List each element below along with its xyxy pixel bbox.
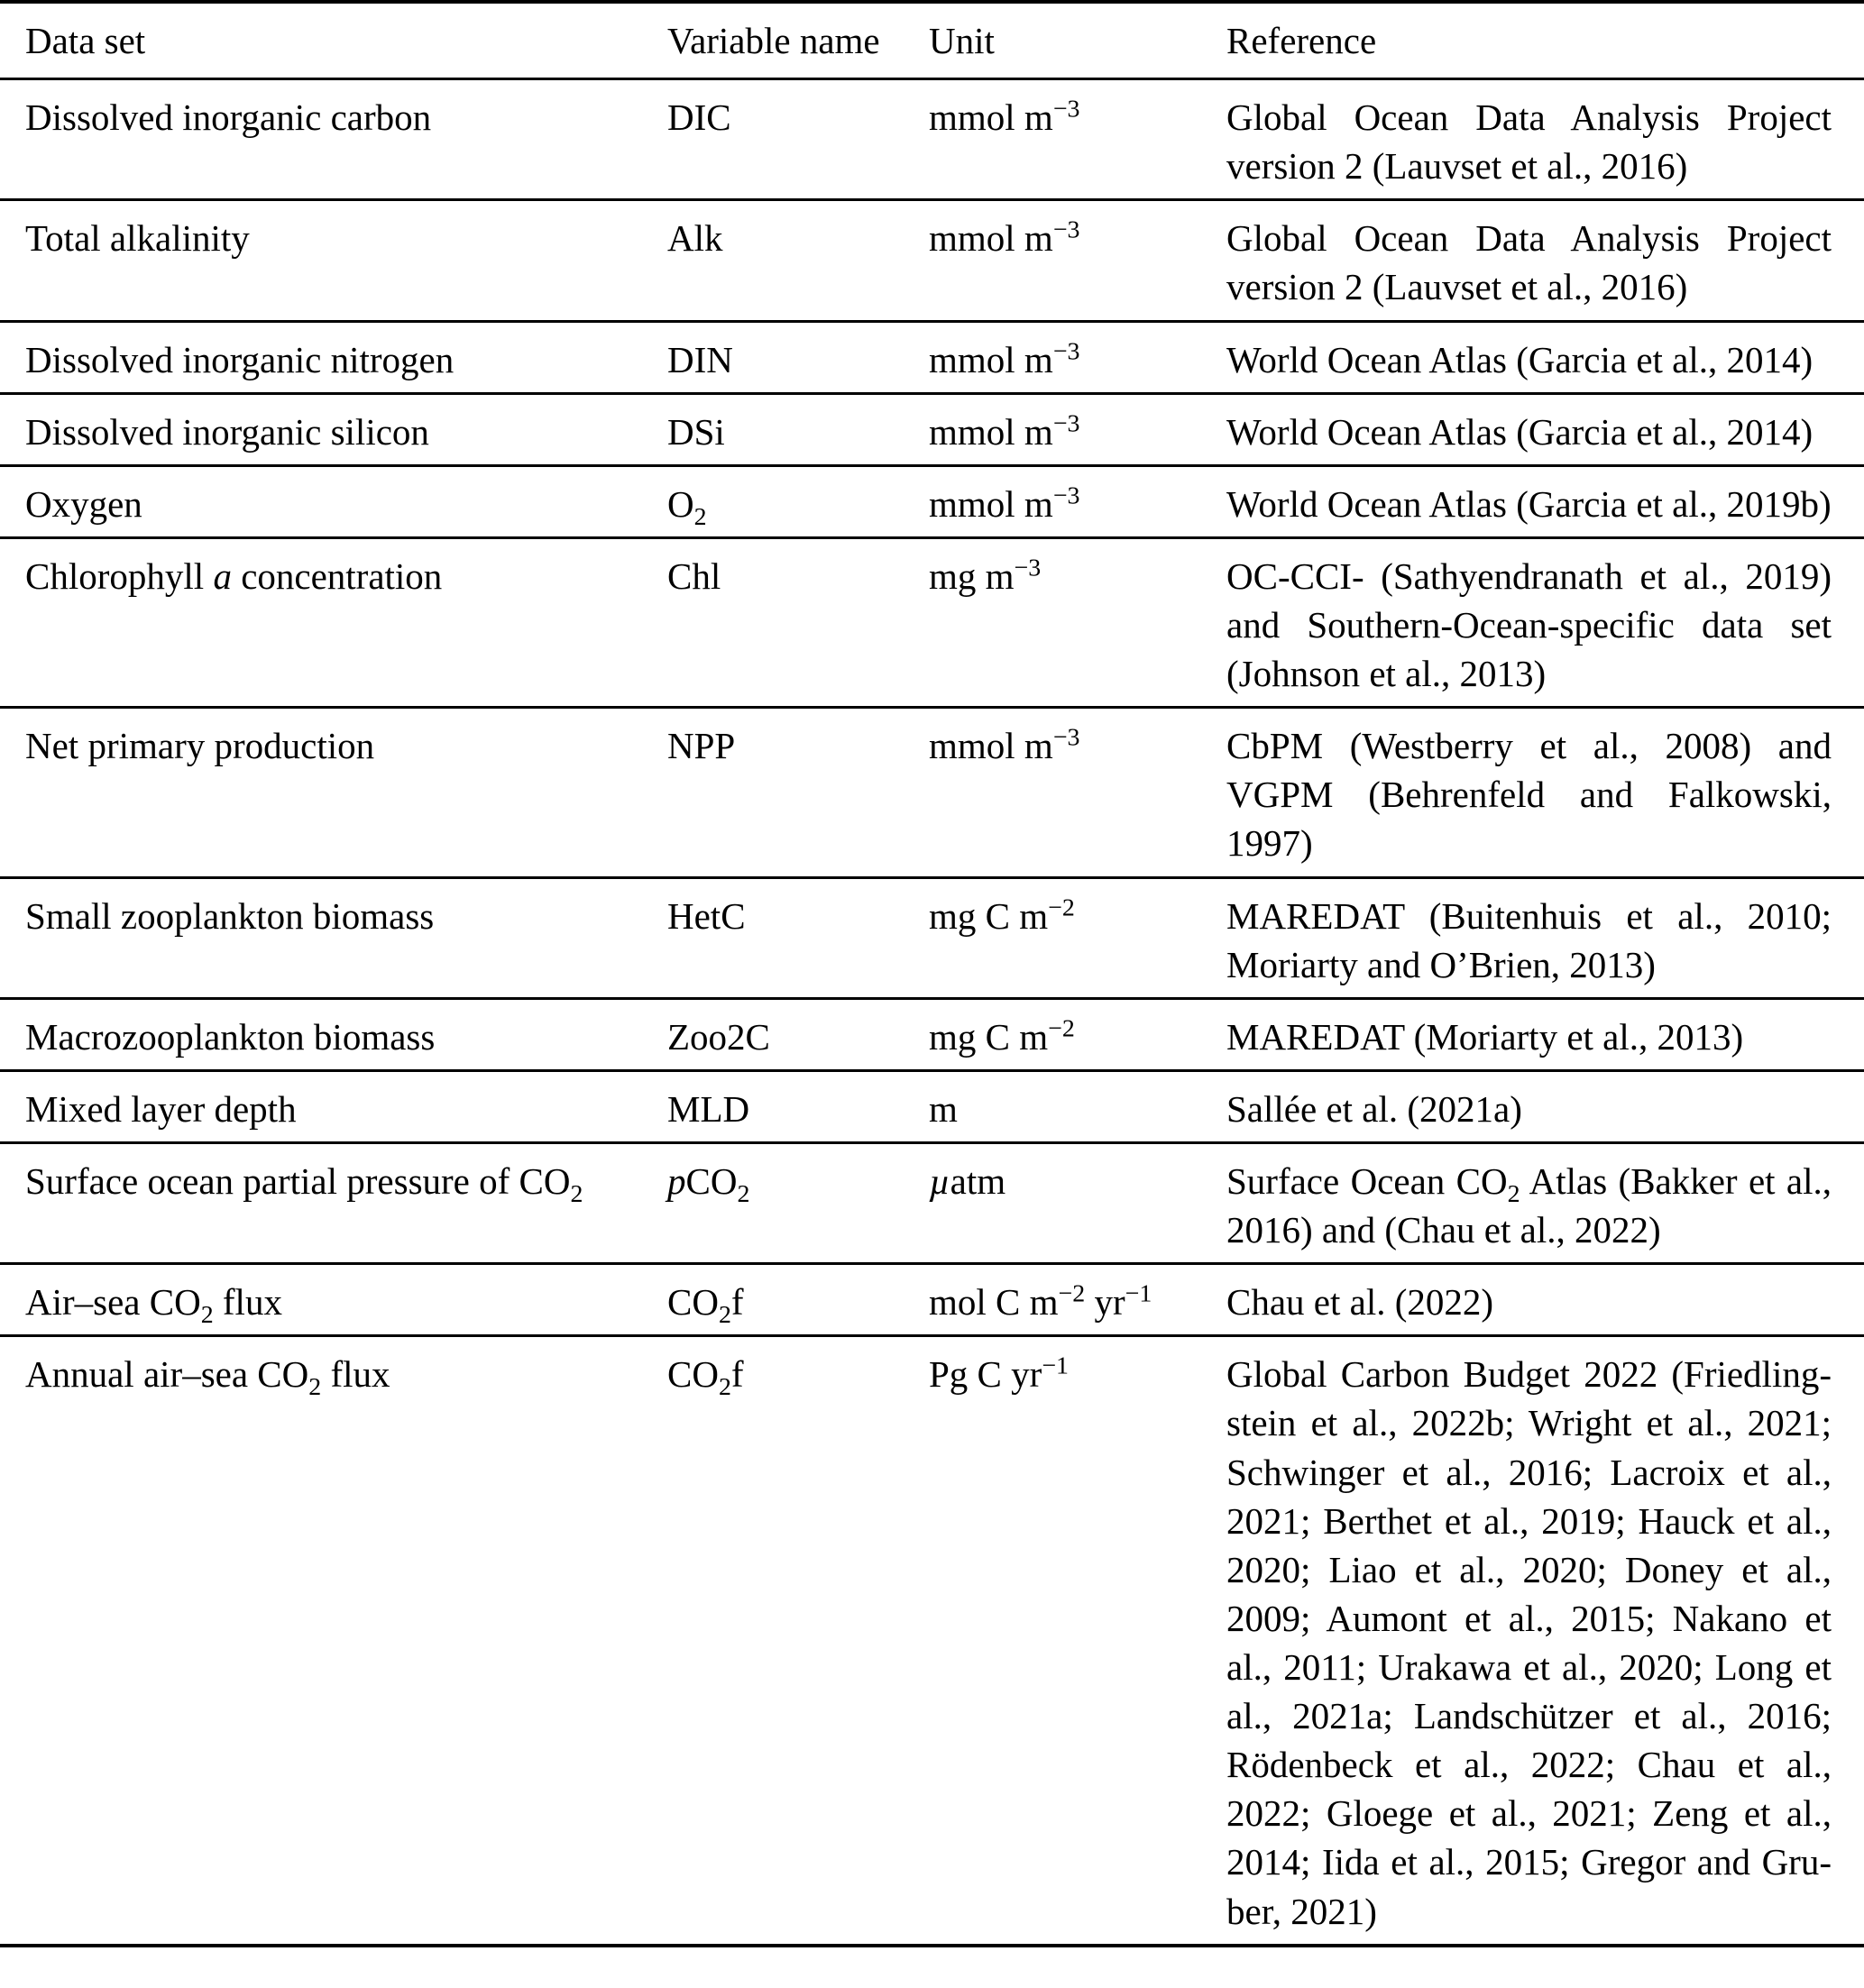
- table-row: [0, 465, 1864, 537]
- column-header-unit: Unit: [929, 2, 1226, 79]
- cell-reference: Global Carbon Budget 2022 (Friedlingstein et al., 2022b; Wright et al., 2021; Schwinger et al., 2016; Lacroix et al., 2021; Berthet et al., 2019; Hauck et al., 2020; Liao et al., 2020; Doney et al., 2009; Aumont et al., 2015; Nakano et al., 2011; Urakawa et al., 2020; Long et al., 2021a; Landschützer et al., 2016; Rödenbeck et al., 2022; Chau et al., 2022; Gloege et al., 2021; Zeng et al., 2014; Iida et al., 2015; Gregor and Gruber, 2021): [1226, 1353, 1832, 1932]
- cell-unit: mmol $m^{-3}$: [929, 465, 1226, 537]
- cell-unit: mmol $m^{-3}$: [929, 200, 1226, 321]
- cell-variable: $CO_2f$: [667, 1353, 744, 1402]
- cell-unit: mg C $m^{-2}$: [929, 998, 1226, 1070]
- column-header-reference: Reference: [1226, 2, 1864, 79]
- cell-reference: World Ocean Atlas (Garcia et al., 2014): [1226, 321, 1864, 393]
- table-row: [0, 1070, 1864, 1142]
- table-row: [0, 1336, 1864, 1946]
- cell-dataset: Small zooplankton biomass: [0, 877, 667, 998]
- cell-variable: MLD: [667, 1070, 929, 1142]
- table-row: [0, 708, 1864, 877]
- cell-reference: Global Ocean Data Analysis Project version 2 (Lauvset et al., 2016): [1226, 79, 1864, 200]
- cell-reference: World Ocean Atlas (Garcia et al., 2019b): [1226, 465, 1864, 537]
- cell-unit: Pg C $yr^{-1}$: [929, 1351, 1069, 1396]
- cell-dataset: Dissolved inorganic silicon: [0, 393, 667, 465]
- cell-dataset: Dissolved inorganic carbon: [0, 79, 667, 200]
- cell-variable: $O_2$: [667, 465, 929, 537]
- cell-unit: mmol $m^{-3}$: [929, 79, 1226, 200]
- cell-variable: $CO_2f$: [667, 1264, 929, 1336]
- cell-reference: MAREDAT (Buitenhuis et al., 2010; Moriarty and O’Brien, 2013): [1226, 877, 1864, 998]
- table-row: [0, 877, 1864, 998]
- cell-dataset: Oxygen: [0, 465, 667, 537]
- cell-unit: mmol $m^{-3}$: [929, 393, 1226, 465]
- cell-variable: Alk: [667, 200, 929, 321]
- cell-dataset: Surface ocean partial pressure of $CO_2$: [0, 1142, 667, 1263]
- cell-unit: mol C $m^{-2}$ $yr^{-1}$: [929, 1264, 1226, 1336]
- cell-variable: DIN: [667, 321, 929, 393]
- column-header-data-set: Data set: [0, 2, 667, 79]
- column-header-variable-name: Variable name: [667, 2, 929, 79]
- table-row: [0, 1264, 1864, 1336]
- table-row: [0, 321, 1864, 393]
- cell-dataset: Net primary production: [0, 708, 667, 877]
- cell-variable: pCO$_2$: [667, 1142, 929, 1263]
- cell-unit: mg C $m^{-2}$: [929, 877, 1226, 998]
- cell-variable: NPP: [667, 708, 929, 877]
- table-row: [0, 200, 1864, 321]
- cell-variable: DSi: [667, 393, 929, 465]
- cell-reference: OC-CCI- (Sathyendranath et al., 2019) and Southern-Ocean-specific data set (Johnson et al., 2013): [1226, 537, 1864, 707]
- cell-dataset: Dissolved inorganic nitrogen: [0, 321, 667, 393]
- table-row: [0, 79, 1864, 200]
- table-row: [0, 393, 1864, 465]
- cell-reference: Global Ocean Data Analysis Project version 2 (Lauvset et al., 2016): [1226, 200, 1864, 321]
- cell-reference: CbPM (Westberry et al., 2008) and VGPM (Behrenfeld and Falkowski, 1997): [1226, 708, 1864, 877]
- table-row: [0, 998, 1864, 1070]
- table-body: [0, 79, 1864, 1946]
- table-row: [0, 1142, 1864, 1263]
- cell-unit: m: [929, 1070, 1226, 1142]
- cell-reference: MAREDAT (Moriarty et al., 2013): [1226, 998, 1864, 1070]
- cell-variable: Chl: [667, 537, 929, 707]
- cell-unit: mg $m^{-3}$: [929, 537, 1226, 707]
- cell-reference: Sallée et al. (2021a): [1226, 1070, 1864, 1142]
- cell-reference: Surface Ocean $CO_2$ Atlas (Bakker et al., 2016) and (Chau et al., 2022): [1226, 1142, 1864, 1263]
- cell-unit: mmol $m^{-3}$: [929, 321, 1226, 393]
- cell-reference: World Ocean Atlas (Garcia et al., 2014): [1226, 393, 1864, 465]
- cell-variable: Zoo2C: [667, 998, 929, 1070]
- cell-unit: µatm: [929, 1142, 1226, 1263]
- cell-dataset: Macrozooplankton biomass: [0, 998, 667, 1070]
- cell-dataset: Mixed layer depth: [0, 1070, 667, 1142]
- cell-unit: mmol $m^{-3}$: [929, 708, 1226, 877]
- cell-reference: Chau et al. (2022): [1226, 1264, 1864, 1336]
- header-row: [0, 2, 1864, 79]
- cell-dataset: Chlorophyll a concentration: [0, 537, 667, 707]
- cell-dataset: Total alkalinity: [0, 200, 667, 321]
- cell-dataset: Air–sea $CO_2$ flux: [0, 1264, 667, 1336]
- table-header: [0, 2, 1864, 79]
- table-row: [0, 537, 1864, 707]
- cell-variable: HetC: [667, 877, 929, 998]
- cell-dataset: Annual air–sea $CO_2$ flux: [25, 1353, 390, 1402]
- cell-variable: DIC: [667, 79, 929, 200]
